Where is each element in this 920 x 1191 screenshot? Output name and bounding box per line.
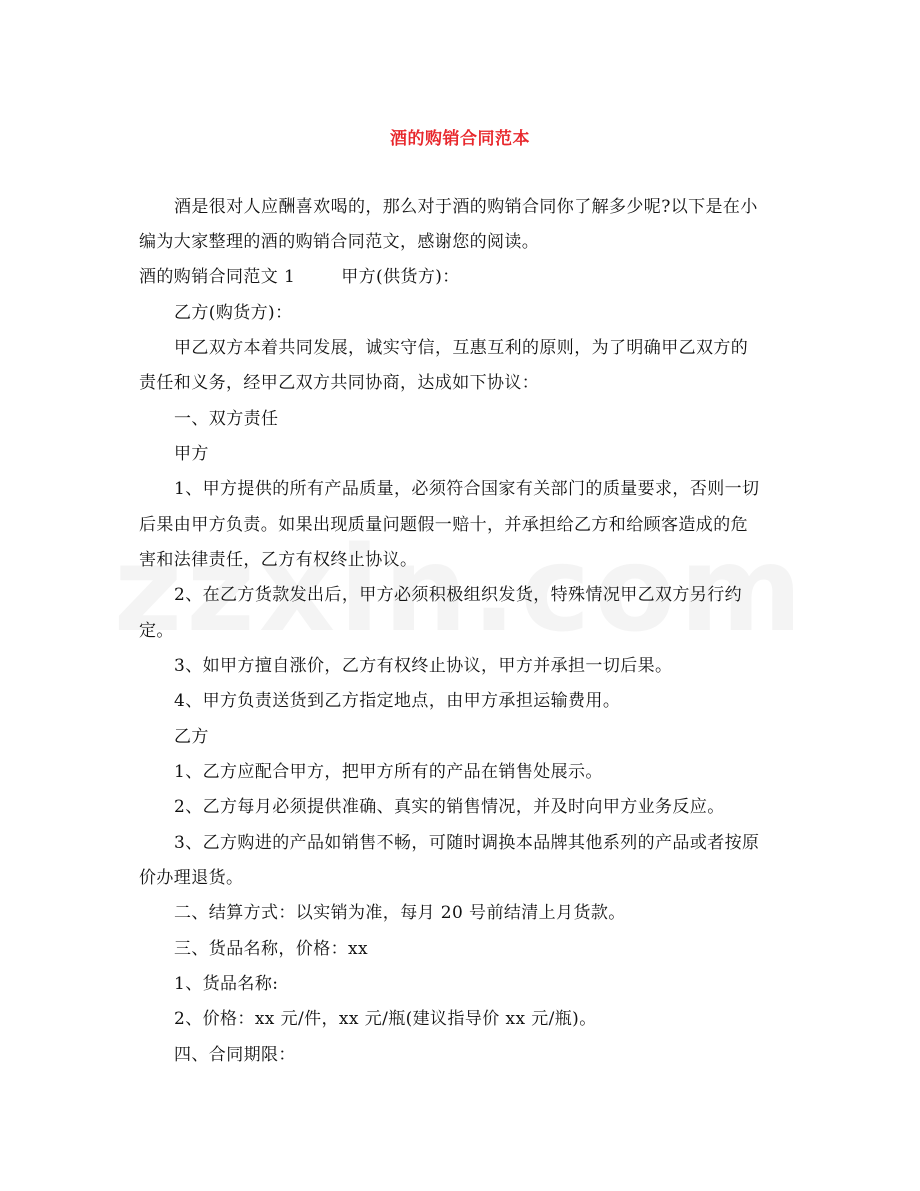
party-a-clause-2-line-2: 定。 xyxy=(139,621,174,641)
party-b-clause-3-line-1: 3、乙方购进的产品如销售不畅，可随时调换本品牌其他系列的产品或者按原 xyxy=(174,833,760,853)
sample-heading-row xyxy=(139,267,460,287)
section-4-term: 四、合同期限： xyxy=(174,1045,296,1065)
intro-line-1: 酒是很对人应酬喜欢喝的，那么对于酒的购销合同你了解多少呢?以下是在小 xyxy=(174,197,758,217)
party-a-clause-1-line-1: 1、甲方提供的所有产品质量，必须符合国家有关部门的质量要求，否则一切 xyxy=(174,479,760,499)
party-b-label: 乙方(购货方)： xyxy=(174,303,293,323)
party-a-clause-3: 3、如甲方擅自涨价，乙方有权终止协议，甲方并承担一切后果。 xyxy=(174,656,673,676)
document-title: 酒的购销合同范本 xyxy=(390,129,530,149)
party-a-clause-2-line-1: 2、在乙方货款发出后，甲方必须积极组织发货，特殊情况甲乙双方另行约 xyxy=(174,585,743,605)
party-b-clause-1: 1、乙方应配合甲方，把甲方所有的产品在销售处展示。 xyxy=(174,762,603,782)
section-3-goods: 三、货品名称，价格：xx xyxy=(174,939,368,959)
party-a-clause-1-line-2: 后果由甲方负责。如果出现质量问题假一赔十，并承担给乙方和给顾客造成的危 xyxy=(139,515,748,535)
party-b-clause-2: 2、乙方每月必须提供准确、真实的销售情况，并及时向甲方业务反应。 xyxy=(174,797,725,817)
preamble-line-1: 甲乙双方本着共同发展，诚实守信，互惠互利的原则，为了明确甲乙双方的 xyxy=(174,338,749,358)
sample-heading: 酒的购销合同范文 1 xyxy=(139,267,296,287)
intro-line-2: 编为大家整理的酒的购销合同范文，感谢您的阅读。 xyxy=(139,232,540,252)
party-a-clause-1-line-3: 害和法律责任，乙方有权终止协议。 xyxy=(139,550,418,570)
preamble-line-2: 责任和义务，经甲乙双方共同协商，达成如下协议： xyxy=(139,373,540,393)
goods-name-item: 1、货品名称: xyxy=(174,974,279,994)
section-1-heading: 一、双方责任 xyxy=(174,409,279,429)
goods-price-item: 2、价格：xx 元/件，xx 元/瓶(建议指导价 xx 元/瓶)。 xyxy=(174,1009,597,1029)
party-a-subheading: 甲方 xyxy=(174,444,209,464)
party-b-subheading: 乙方 xyxy=(174,727,209,747)
party-a-label: 甲方(供货方)： xyxy=(341,267,460,287)
section-2-settlement: 二、结算方式：以实销为准，每月 20 号前结清上月货款。 xyxy=(174,903,626,923)
party-a-clause-4: 4、甲方负责送货到乙方指定地点，由甲方承担运输费用。 xyxy=(174,691,621,711)
party-b-clause-3-line-2: 价办理退货。 xyxy=(139,868,244,888)
